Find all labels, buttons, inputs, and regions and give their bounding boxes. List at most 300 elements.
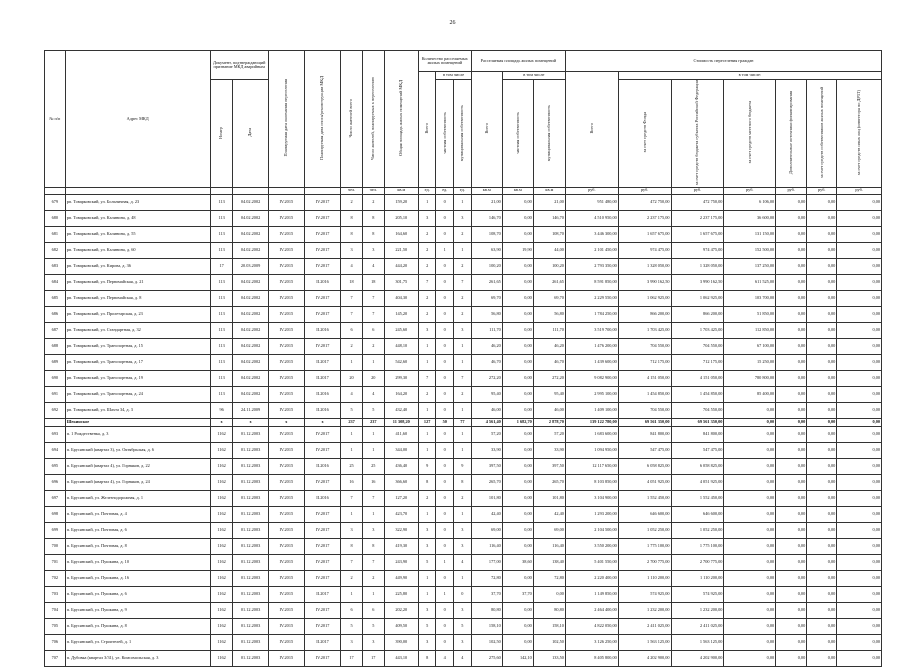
cell-addr: рп. Товарковский, ул. Калинина, д. 60 xyxy=(65,242,210,258)
table-row xyxy=(45,258,882,274)
unit-cell: руб. xyxy=(565,187,618,194)
cell-date: 04.02.2002 xyxy=(233,210,268,226)
header-cost-budget: за счет средств бюджета субъекта Российской Федерации xyxy=(671,80,724,188)
cell-c4: 0,00 xyxy=(724,602,776,618)
cell-a2: 69,00 xyxy=(471,522,502,538)
cell-r3: 3 xyxy=(454,522,472,538)
cell-c4: 152 500,00 xyxy=(724,242,776,258)
cell-r2: 0 xyxy=(436,210,454,226)
cell-q1: IV.2015 xyxy=(268,226,304,242)
cell-a2: 158,10 xyxy=(471,618,502,634)
cell-a1: 299,30 xyxy=(384,370,418,386)
cell-c2: 1 062 925,00 xyxy=(618,290,671,306)
header-docs-group: Документ, подтверждающий признание МКД аварийным xyxy=(210,51,268,80)
cell-r2: 0 xyxy=(436,522,454,538)
cell-r3: 3 xyxy=(454,322,472,338)
cell-q1: IV.2015 xyxy=(268,274,304,290)
cell-q1: IV.2015 xyxy=(268,386,304,402)
cell-q2: IV.2017 xyxy=(304,290,340,306)
cell-c5: 0,00 xyxy=(776,386,807,402)
cell-a3: 0,00 xyxy=(502,386,533,402)
cell-c5: 0,00 xyxy=(776,522,807,538)
cell-c3: 704 550,00 xyxy=(671,338,724,354)
cell-c7: 0,00 xyxy=(837,458,882,474)
cell-a4: 57,20 xyxy=(533,426,565,442)
table-row xyxy=(45,490,882,506)
cell-a4: 46,70 xyxy=(533,354,565,370)
cell-a1: 322,90 xyxy=(384,522,418,538)
cell-q1: IV.2015 xyxy=(268,370,304,386)
cell-date: 04.02.2002 xyxy=(233,370,268,386)
cell-n: 691 xyxy=(45,386,66,402)
cell-p1: 2 xyxy=(341,194,363,210)
cell-c6: 0,00 xyxy=(807,402,837,418)
cell-a1: 419,30 xyxy=(384,538,418,554)
cell-addr: п. Брусянский, ул. Пушкина, д. 16 xyxy=(65,570,210,586)
cell-addr: рп. Товарковский, ул. Калинина, д. 48 xyxy=(65,210,210,226)
cell-addr: п. Брусянский, ул. Железнодорожная, д. 1 xyxy=(65,490,210,506)
cell-date: 01.12.2003 xyxy=(233,586,268,602)
cell-c6: 0,00 xyxy=(807,194,837,210)
cell-c2: 1 703 425,00 xyxy=(618,322,671,338)
cell-c3: 1 775 100,00 xyxy=(671,538,724,554)
cell-a4: 272,20 xyxy=(533,370,565,386)
cell-r2: 1 xyxy=(436,242,454,258)
table-row xyxy=(45,426,882,442)
cell-c5: 0,00 xyxy=(776,210,807,226)
cell-a2: 111,70 xyxy=(471,322,502,338)
cell-r2: 50 xyxy=(436,418,454,426)
cell-addr: Шекинское xyxy=(65,418,210,426)
cell-c2: 4 051 925,00 xyxy=(618,474,671,490)
cell-a1: 436,40 xyxy=(384,458,418,474)
cell-r2: 0 xyxy=(436,258,454,274)
cell-p1: 16 xyxy=(341,474,363,490)
cell-n: 695 xyxy=(45,458,66,474)
cell-n: 683 xyxy=(45,258,66,274)
cell-c4: 0,00 xyxy=(724,474,776,490)
cell-addr: рп. Товарковский, ул. Транспортная, д. 24 xyxy=(65,386,210,402)
table-row xyxy=(45,194,882,210)
cell-p1: 4 xyxy=(341,386,363,402)
cell-q1: IV.2015 xyxy=(268,570,304,586)
cell-c1: 1 784 250,00 xyxy=(565,306,618,322)
cell-q2: IV.2017 xyxy=(304,522,340,538)
cell-a1: 145,20 xyxy=(384,306,418,322)
cell-a4: 69,70 xyxy=(533,290,565,306)
cell-p2: 20 xyxy=(362,370,384,386)
cell-c2: 704 550,00 xyxy=(618,402,671,418)
cell-c5: 0,00 xyxy=(776,370,807,386)
cell-a2: 95,40 xyxy=(471,386,502,402)
cell-c5: 0,00 xyxy=(776,354,807,370)
cell-r2: 0 xyxy=(436,386,454,402)
cell-c1: 5 401 550,00 xyxy=(565,554,618,570)
cell-r2: 0 xyxy=(436,194,454,210)
cell-n: 688 xyxy=(45,338,66,354)
cell-r3: 3 xyxy=(454,602,472,618)
cell-q2: II.2016 xyxy=(304,274,340,290)
cell-a2: 37,70 xyxy=(471,586,502,602)
cell-a2: 261,65 xyxy=(471,274,502,290)
cell-c7: 0,00 xyxy=(837,322,882,338)
cell-c4: 0,00 xyxy=(724,586,776,602)
cell-c7: 0,00 xyxy=(837,522,882,538)
cell-c4: 0,00 xyxy=(724,426,776,442)
cell-c7: 0,00 xyxy=(837,338,882,354)
cell-r2: 0 xyxy=(436,538,454,554)
cell-date: 01.12.2003 xyxy=(233,554,268,570)
unit-cell: кв.м xyxy=(502,187,533,194)
cell-q2: II.2016 xyxy=(304,490,340,506)
cell-c5: 0,00 xyxy=(776,554,807,570)
table-row xyxy=(45,618,882,634)
cell-num: 113 xyxy=(210,354,233,370)
cell-p1: 7 xyxy=(341,290,363,306)
header-doc-date: Дата xyxy=(233,80,268,188)
cell-c4: 780 800,00 xyxy=(724,370,776,386)
cell-a1: 344,00 xyxy=(384,442,418,458)
cell-c3: 4 151 050,00 xyxy=(671,370,724,386)
cell-n: 700 xyxy=(45,538,66,554)
cell-c4: 0,00 xyxy=(724,458,776,474)
cell-n: 681 xyxy=(45,226,66,242)
cell-r1: 2 xyxy=(418,242,436,258)
cell-a1: 448,10 xyxy=(384,338,418,354)
cell-c7: 0,00 xyxy=(837,586,882,602)
header-plan-quarter: Планируемая дата окончания переселения xyxy=(268,51,304,188)
cell-q2: II.2017 xyxy=(304,586,340,602)
cell-c5: 0,00 xyxy=(776,194,807,210)
cell-c1: 3 126 250,00 xyxy=(565,634,618,650)
cell-c2: 974 475,00 xyxy=(618,242,671,258)
cell-a2: 69,70 xyxy=(471,290,502,306)
cell-a1: 243,90 xyxy=(384,554,418,570)
cell-q1: IV.2015 xyxy=(268,354,304,370)
cell-n: 702 xyxy=(45,570,66,586)
cell-c3: 1 110 200,00 xyxy=(671,570,724,586)
cell-q2: II.2016 xyxy=(304,458,340,474)
cell-p1: 7 xyxy=(341,554,363,570)
cell-q1: IV.2015 xyxy=(268,522,304,538)
cell-n: 698 xyxy=(45,506,66,522)
cell-a4: 33,90 xyxy=(533,442,565,458)
cell-p2: 7 xyxy=(362,554,384,570)
cell-c3: 1 563 125,00 xyxy=(671,634,724,650)
cell-r2: 0 xyxy=(436,322,454,338)
cell-r1: 3 xyxy=(418,538,436,554)
cell-num: 1162 xyxy=(210,586,233,602)
cell-c4: 0,00 xyxy=(724,418,776,426)
cell-p1: 5 xyxy=(341,618,363,634)
cell-r1: 5 xyxy=(418,618,436,634)
cell-r2: 0 xyxy=(436,226,454,242)
header-rooms-total: Всего xyxy=(418,72,436,188)
header-rooms-private: частная собственность xyxy=(436,80,454,188)
cell-c1: 1 683 600,00 xyxy=(565,426,618,442)
cell-q2: IV.2017 xyxy=(304,210,340,226)
cell-c5: 0,00 xyxy=(776,602,807,618)
cell-date: 01.12.2003 xyxy=(233,474,268,490)
cell-c7: 0,00 xyxy=(837,226,882,242)
cell-c7: 0,00 xyxy=(837,442,882,458)
table-row xyxy=(45,370,882,386)
cell-num: 113 xyxy=(210,226,233,242)
cell-a4: 69,00 xyxy=(533,522,565,538)
cell-a1: 390,00 xyxy=(384,634,418,650)
cell-q1: IV.2015 xyxy=(268,602,304,618)
unit-cell: чел. xyxy=(341,187,363,194)
cell-num: 1162 xyxy=(210,522,233,538)
cell-num: 113 xyxy=(210,194,233,210)
cell-a3: 0,00 xyxy=(502,210,533,226)
cell-a3: 37,70 xyxy=(502,586,533,602)
cell-p2: 5 xyxy=(362,402,384,418)
cell-c3: 2 237 175,00 xyxy=(671,210,724,226)
table-row xyxy=(45,570,882,586)
cell-c5: 0,00 xyxy=(776,402,807,418)
header-area-total: Всего xyxy=(471,72,502,188)
cell-c5: 0,00 xyxy=(776,506,807,522)
cell-p1: 4 xyxy=(341,258,363,274)
cell-n: 680 xyxy=(45,210,66,226)
cell-a1: 301,75 xyxy=(384,274,418,290)
table-row xyxy=(45,522,882,538)
cell-q1: IV.2015 xyxy=(268,426,304,442)
cell-a2: 265,70 xyxy=(471,474,502,490)
cell-q1: х xyxy=(268,418,304,426)
cell-r3: 2 xyxy=(454,290,472,306)
cell-c3: 4 202 900,00 xyxy=(671,650,724,666)
cell-c5: 0,00 xyxy=(776,258,807,274)
cell-a1: 366,60 xyxy=(384,474,418,490)
cell-c3: 472 750,00 xyxy=(671,194,724,210)
cell-r3: 0 xyxy=(454,586,472,602)
cell-c6: 0,00 xyxy=(807,634,837,650)
header-cost-extra: Дополнительные источники финансирования xyxy=(776,80,807,188)
cell-a2: 397,50 xyxy=(471,458,502,474)
cell-p1: 25 xyxy=(341,458,363,474)
cell-r2: 0 xyxy=(436,338,454,354)
cell-a4: 21,00 xyxy=(533,194,565,210)
cell-p2: 2 xyxy=(362,570,384,586)
cell-c6: 0,00 xyxy=(807,258,837,274)
cell-q2: IV.2017 xyxy=(304,242,340,258)
cell-c5: 0,00 xyxy=(776,458,807,474)
cell-a1: 127,20 xyxy=(384,490,418,506)
cell-a1: 245,60 xyxy=(384,322,418,338)
cell-c4: 0,00 xyxy=(724,554,776,570)
cell-c7: 0,00 xyxy=(837,274,882,290)
header-cost-fund: за счет средств Фонда xyxy=(618,80,671,188)
cell-q1: IV.2015 xyxy=(268,618,304,634)
cell-c6: 0,00 xyxy=(807,338,837,354)
cell-n: 704 xyxy=(45,602,66,618)
cell-a1: 404,30 xyxy=(384,290,418,306)
cell-c2: 1 454 850,00 xyxy=(618,386,671,402)
cell-a4: 101,80 xyxy=(533,490,565,506)
cell-p2: 1 xyxy=(362,426,384,442)
cell-r2: 0 xyxy=(436,602,454,618)
cell-a3: 0,00 xyxy=(502,370,533,386)
table-row xyxy=(45,322,882,338)
cell-c1: 1 439 600,00 xyxy=(565,354,618,370)
cell-c5: 0,00 xyxy=(776,442,807,458)
cell-c2: 2 237 175,00 xyxy=(618,210,671,226)
cell-r3: 2 xyxy=(454,226,472,242)
cell-r1: 1 xyxy=(418,338,436,354)
cell-n: 696 xyxy=(45,474,66,490)
cell-a3: 0,00 xyxy=(502,602,533,618)
cell-a3: 0,00 xyxy=(502,258,533,274)
cell-c1: 2 995 100,00 xyxy=(565,386,618,402)
cell-addr: п. Брусянский, ул. Пушкина, д. 8 xyxy=(65,618,210,634)
cell-a3: 0,00 xyxy=(502,402,533,418)
cell-num: 113 xyxy=(210,210,233,226)
cell-c5: 0,00 xyxy=(776,242,807,258)
cell-addr: рп. Товарковский, ул. Первомайская, д. 21 xyxy=(65,274,210,290)
cell-r3: 3 xyxy=(454,538,472,554)
cell-c1: 8 591 850,00 xyxy=(565,274,618,290)
cell-c1: 2 101 450,00 xyxy=(565,242,618,258)
header-address: Адрес МКД xyxy=(65,51,210,188)
cell-num: 113 xyxy=(210,242,233,258)
cell-r1: 2 xyxy=(418,386,436,402)
cell-r3: 77 xyxy=(454,418,472,426)
cell-c3: 6 058 825,00 xyxy=(671,458,724,474)
cell-c4: 103 700,00 xyxy=(724,290,776,306)
cell-c5: 0,00 xyxy=(776,338,807,354)
cell-p2: 17 xyxy=(362,650,384,666)
cell-c7: 0,00 xyxy=(837,290,882,306)
cell-a2: 46,00 xyxy=(471,402,502,418)
cell-n: 685 xyxy=(45,290,66,306)
cell-addr: рп. Товарковский, ул. Пролетарская, д. 23 xyxy=(65,306,210,322)
cell-a2: 42,40 xyxy=(471,506,502,522)
cell-c5: 0,00 xyxy=(776,226,807,242)
cell-date: 01.12.2003 xyxy=(233,602,268,618)
cell-a1: 423,70 xyxy=(384,506,418,522)
cell-q2: II.2017 xyxy=(304,370,340,386)
cell-c2: 2 411 025,00 xyxy=(618,618,671,634)
cell-n: 684 xyxy=(45,274,66,290)
table-row xyxy=(45,474,882,490)
header-doc-number: Номер xyxy=(210,80,233,188)
cell-num: 1162 xyxy=(210,538,233,554)
cell-c2: 866 200,00 xyxy=(618,306,671,322)
cell-r2: 0 xyxy=(436,442,454,458)
cell-c5: 0,00 xyxy=(776,306,807,322)
cell-n: 686 xyxy=(45,306,66,322)
cell-c6: 0,00 xyxy=(807,442,837,458)
cell-a2: 80,80 xyxy=(471,602,502,618)
cell-r1: 127 xyxy=(418,418,436,426)
cell-p1: 6 xyxy=(341,322,363,338)
cell-a4: 102,50 xyxy=(533,634,565,650)
cell-c4: 137 250,00 xyxy=(724,258,776,274)
cell-r1: 1 xyxy=(418,354,436,370)
cell-p1: 2 xyxy=(341,570,363,586)
cell-q1: IV.2015 xyxy=(268,474,304,490)
cell-date: 01.12.2003 xyxy=(233,650,268,666)
cell-c6: 0,00 xyxy=(807,554,837,570)
cell-a4: 158,10 xyxy=(533,618,565,634)
unit-cell xyxy=(210,187,233,194)
cell-a2: 108,70 xyxy=(471,226,502,242)
cell-a3: 0,00 xyxy=(502,522,533,538)
cell-c2: 841 800,00 xyxy=(618,426,671,442)
cell-addr: рп. Товарковский, ул. Первомайская, д. 8 xyxy=(65,290,210,306)
cell-r3: 1 xyxy=(454,442,472,458)
cell-c4: 0,00 xyxy=(724,490,776,506)
cell-r1: 3 xyxy=(418,322,436,338)
cell-a2: 46,20 xyxy=(471,338,502,354)
header-area-group: Расселяемая площадь жилых помещений xyxy=(471,51,565,72)
cell-r3: 2 xyxy=(454,386,472,402)
cell-c1: 2 104 500,00 xyxy=(565,522,618,538)
cell-date: 01.12.2003 xyxy=(233,458,268,474)
cell-c3: 1 552 450,00 xyxy=(671,490,724,506)
cell-c6: 0,00 xyxy=(807,490,837,506)
cell-a1: 202,20 xyxy=(384,602,418,618)
cell-addr: рп. Товарковский, ул. Кирова, д. 36 xyxy=(65,258,210,274)
unit-cell: руб. xyxy=(671,187,724,194)
cell-r2: 0 xyxy=(436,370,454,386)
cell-q1: IV.2015 xyxy=(268,442,304,458)
cell-q2: IV.2017 xyxy=(304,442,340,458)
cell-c4: 85 400,00 xyxy=(724,386,776,402)
cell-r2: 0 xyxy=(436,354,454,370)
cell-q2: IV.2017 xyxy=(304,258,340,274)
cell-date: 04.02.2002 xyxy=(233,242,268,258)
unit-cell: кв.м xyxy=(384,187,418,194)
cell-r1: 1 xyxy=(418,570,436,586)
cell-r2: 1 xyxy=(436,554,454,570)
cell-a4: 0,00 xyxy=(533,586,565,602)
cell-p1: 237 xyxy=(341,418,363,426)
cell-c1: 4 510 950,00 xyxy=(565,210,618,226)
cell-c5: 0,00 xyxy=(776,322,807,338)
table-row xyxy=(45,538,882,554)
header-rooms-incl: в том числе xyxy=(436,72,471,80)
cell-a3: 0,00 xyxy=(502,274,533,290)
header-cost-extra3: за счет средств иных лиц (инвестора по ДРЗТ) xyxy=(837,80,882,188)
cell-r1: 1 xyxy=(418,506,436,522)
unit-cell: руб. xyxy=(776,187,807,194)
table-row xyxy=(45,274,882,290)
cell-num: 113 xyxy=(210,322,233,338)
cell-n xyxy=(45,418,66,426)
cell-c7: 0,00 xyxy=(837,354,882,370)
cell-n: 690 xyxy=(45,370,66,386)
cell-q1: IV.2015 xyxy=(268,402,304,418)
cell-num: 1162 xyxy=(210,650,233,666)
cell-c2: 1 775 100,00 xyxy=(618,538,671,554)
cell-c6: 0,00 xyxy=(807,586,837,602)
table-row xyxy=(45,634,882,650)
subtotal-row xyxy=(45,418,882,426)
cell-p1: 1 xyxy=(341,506,363,522)
cell-c5: 0,00 xyxy=(776,538,807,554)
cell-n: 682 xyxy=(45,242,66,258)
cell-q2: II.2017 xyxy=(304,354,340,370)
cell-a2: 4 561,40 xyxy=(471,418,502,426)
cell-date: 04.02.2002 xyxy=(233,306,268,322)
cell-c2: 1 052 250,00 xyxy=(618,522,671,538)
cell-c3: 547 475,00 xyxy=(671,442,724,458)
header-rooms-municipal: муниципальная собственность xyxy=(454,80,472,188)
cell-r1: 2 xyxy=(418,258,436,274)
